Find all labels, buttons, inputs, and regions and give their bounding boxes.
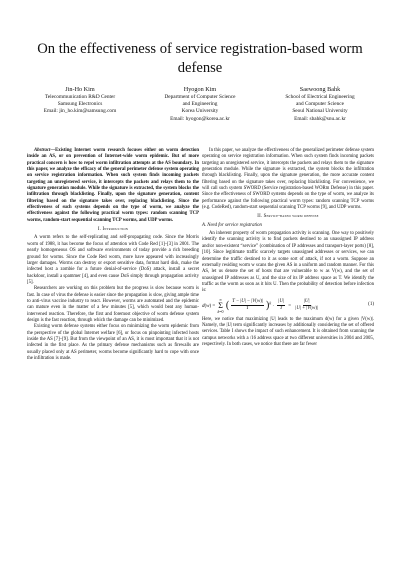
author-2	[140, 86, 260, 123]
left-column	[27, 148, 199, 362]
paragraph: In this paper, we analyze the effectiveness of the generalized perimeter defense system operating on service registration information. When such system finds incoming packets targeting an unregistered service, it intercepts the packets and relays them to the signature generation module. While the signature is extracted, the system blocks the infiltration through blacklisting. Finally, upon the signature generation, the more accurate content filtering based on the signature takes over, replacing blacklisting. For convenience, we will call such system SWORD (Service registration-based WORm Defense) in this paper. Since the effectiveness of SWORD systems depends on the type of worm, we analyze its performance against the following practical worm types: random scanning TCP worms (e.g. CodeRed), random-start sequential scanning TCP worms [9], and UDP worms.	[202, 148, 374, 211]
abstract	[27, 148, 199, 224]
author-3	[260, 86, 380, 123]
subsection-heading: A. Need for service registration	[202, 222, 262, 228]
right-column	[202, 148, 374, 348]
author-affiliation: Korea University	[181, 108, 219, 115]
equation-number: (1)	[368, 302, 374, 308]
abstract-label: Abstract	[34, 148, 51, 153]
equation	[202, 298, 374, 314]
author-affiliation: Samsung Electronics	[57, 101, 103, 108]
author-affiliation: School of Electrical Engineering	[285, 94, 355, 100]
author-email: Email: jin_ho.kim@samsung.com	[43, 108, 117, 115]
section-heading-introduction: I. Introduction	[97, 227, 129, 233]
author-name: Saewoong Bahk	[299, 86, 341, 93]
paragraph: A worm refers to the self-replicating and self-propagating code. Since the Morris worm of 1988, it has become the focus of attention with Code Red [1]–[3] in 2001. The nearly homogeneous OS and software environments of today provide a rich breeding ground for worms. Since the Code Red worm, more have appeared with increasingly larger damages. Worms can destroy or export sensitive data, format hard disk, make the infected host a zombie for a future denial-of-service (DoS) attack, install a secret backdoor, install a spammer [4], and even cause DoS simply through propagation activity [5].	[27, 235, 199, 285]
author-affiliation: Seoul National University	[292, 108, 348, 115]
equation-body: d(w) = ∞ Σ k=0 ( $\frac{T - |U| - |V(w)|}{T}$ )$^k$ · $\frac{|U|}{T}$ = $\frac{|U|}{|U| + |V(w)|}$	[202, 296, 319, 314]
author-name: Hyogon Kim	[183, 86, 217, 93]
author-affiliation: Telecommunication R&D Center	[44, 94, 116, 100]
paper-title: On the effectiveness of service registration-based worm defense	[37, 41, 363, 76]
author-email: Email: hyogon@korea.ac.kr	[170, 115, 230, 122]
author-affiliation: and Engineering	[182, 101, 218, 108]
author-name: Jin-Ho Kim	[65, 86, 95, 93]
author-block	[20, 86, 380, 123]
paragraph: Researchers are working on this problem but the progress is slow because worm is fast. In case of virus the defense is easier since the propagation is slow, giving ample time to anti-virus vaccine industry to react. However, worms are automated and the epidemic can mature even in the matter of a few minutes [5], which would beat any human-intervened reaction. Therefore, the first and foremost objective of worm defense system design is the fast reaction, through which the damage can be minimized.	[27, 286, 199, 323]
author-email: Email: sbahk@snu.ac.kr	[294, 115, 346, 122]
author-affiliation: Department of Computer Science	[164, 94, 236, 100]
author-affiliation: and Computer Science	[296, 101, 344, 108]
sum-symbol: ∞ Σ k=0	[217, 296, 224, 314]
abstract-text: —Existing Internet worm research focuses either on worm detection inside an AS, or on prevention of Internet-wide worm epidemic. But of more practical concern is how to repel worm infiltration attempts at the AS boundary. In this paper, we analyze the efficacy of the general perimeter defense system operating on service registration information. When such system finds incoming packets targeting an unregistered service, it intercepts the packets and relays them to the signature generation module. While the signature is extracted, the system blocks the infiltration through blacklisting. Finally, upon the signature generation, content filtering based on the signature takes over, replacing blacklisting. Since the effectiveness of such systems depends on the type of worm, we analyze the effectiveness against the following practical worm types: random scanning TCP worms, random-start sequential scanning TCP worms, and UDP worms.	[27, 148, 199, 223]
section-heading-service-based: II. Service-based worm defense	[257, 214, 319, 220]
paragraph: Existing worm defense systems either focus on minimizing the worm epidemic from the perspective of the global Internet welfare [6], or focus on pinpointing infected hosts inside the AS [7]–[9]. But from the viewpoint of an AS, it is most important that it is not infected in the first place. As the primary defense mechanisms such as firewalls are usually placed only at AS perimeter, worms become significantly hard to cope with once the infiltration is made.	[27, 324, 199, 361]
author-1	[20, 86, 140, 123]
paragraph: An inherent property of worm propagation activity is scanning. One way to positively identify the scanning activity is to find packets destined to an unassigned IP address and/or non-existent “service” (combination of IP addresses and transport-layer ports) [8], [10]. Since legitimate traffic scarcely targets unassigned addresses or services, we can determine the traffic destined to it as some sort of attack, if not a worm. Suppose an externally residing worm w scans the given AS in a uniform and random manner. For this AS, let us denote the set of hosts that are vulnerable to w as V(w), and the set of unassigned IP addresses as U, and the size of its IP address space as T. We identify the traffic as the worm as soon as it hits U. Then the probability of detection before infection is:	[202, 231, 374, 294]
paragraph: Here, we notice that maximizing |U| leads to the maximum d(w) for a given |V(w)|. Namely, the |U| term significantly increases by additionally considering the set of offered services. Table I shows the impact of such enhancement. It is obtained from scanning the campus networks with a /16 address space at two different universities in 2004 and 2005, respectively. In both cases, we notice that there are far fewer	[202, 316, 374, 347]
